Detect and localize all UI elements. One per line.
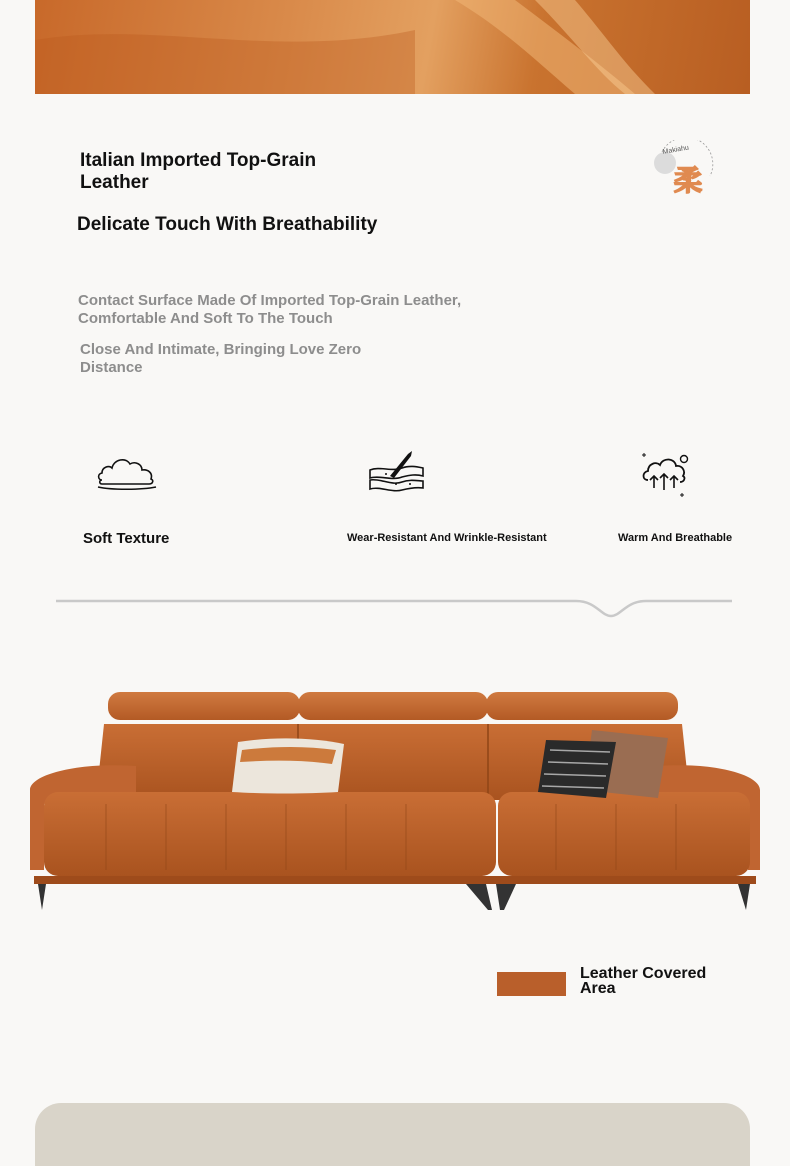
description-paragraph-1: Contact Surface Made Of Imported Top-Grain Leather, Comfortable And Soft To The Touch: [78, 292, 462, 327]
feature-label-soft-texture: Soft Texture: [83, 530, 170, 547]
section-title: Italian Imported Top-Grain Leather: [80, 150, 317, 193]
svg-text:Makiahu: Makiahu: [662, 144, 690, 156]
next-section-panel: [35, 1103, 750, 1166]
leather-legend-label: Leather Covered Area: [580, 965, 707, 997]
scratch-icon: [366, 448, 426, 499]
hero-leather-image: [35, 0, 750, 94]
description-paragraph-2: Close And Intimate, Bringing Love Zero Distance: [80, 341, 362, 376]
brand-stamp-logo: [648, 140, 716, 204]
sofa-illustration: [26, 680, 764, 917]
cloud-icon: [96, 454, 158, 499]
feature-label-wear-resistant: Wear-Resistant And Wrinkle-Resistant: [347, 532, 547, 544]
svg-text:柔: 柔: [674, 164, 703, 197]
leather-legend-swatch: [497, 972, 566, 996]
section-divider: [56, 592, 732, 625]
feature-label-warm-breathable: Warm And Breathable: [618, 532, 733, 544]
section-subtitle: Delicate Touch With Breathability: [77, 214, 378, 235]
breathable-icon: [640, 450, 692, 505]
